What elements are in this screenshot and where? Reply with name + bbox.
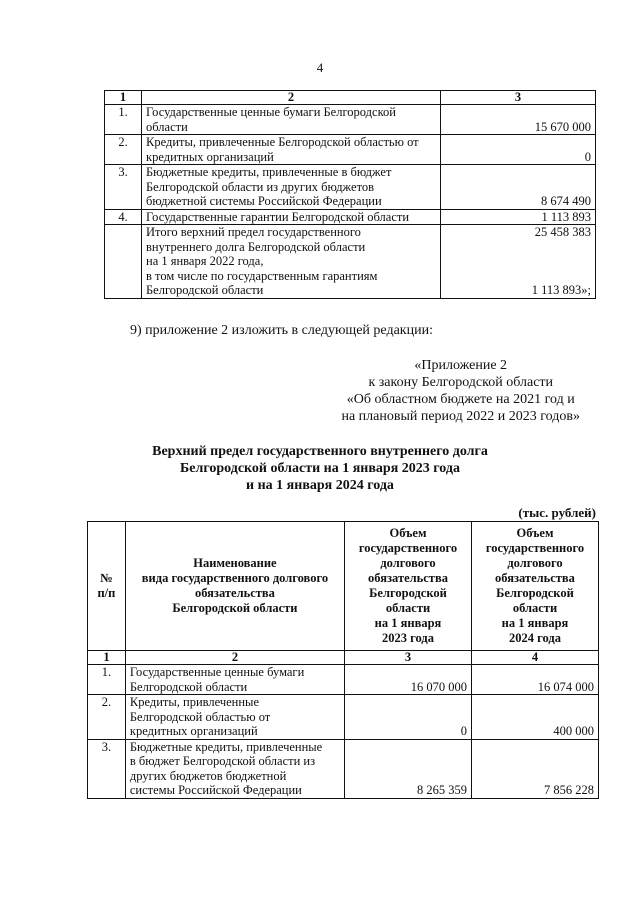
debt-limit-table-2023-2024 <box>87 521 599 799</box>
header-line: Объем <box>516 526 554 540</box>
units-label: (тыс. рублей) <box>518 505 596 520</box>
row-name-line: области <box>146 119 188 134</box>
header-line: обязательства <box>194 586 275 600</box>
table-row <box>105 135 596 165</box>
amendment-text: 9) приложение 2 изложить в следующей редакции: <box>130 323 433 338</box>
header-num <box>88 522 126 651</box>
header-volume-2023 <box>345 522 472 651</box>
header-line: п/п <box>97 586 116 600</box>
row-name-line: Белгородской области из других бюджетов <box>146 179 375 194</box>
row-name <box>142 165 441 210</box>
index-cell: 2 <box>125 651 344 665</box>
appendix-line: на плановый период 2022 и 2023 годов» <box>341 409 580 424</box>
row-name-line: Бюджетные кредиты, привлеченные в бюджет <box>146 165 392 179</box>
header-line: Белгородской области <box>172 601 298 615</box>
total-name <box>142 225 441 299</box>
header-line: долгового <box>507 556 563 570</box>
total-line: в том числе по государственным гарантиям <box>146 268 378 283</box>
row-name-line: бюджетной системы Российской Федерации <box>146 194 382 208</box>
row-name-line: других бюджетов бюджетной <box>129 768 287 783</box>
row-number: 2. <box>88 695 126 740</box>
header-line: вида государственного долгового <box>141 571 329 585</box>
row-value-2024: 7 856 228 <box>471 739 598 798</box>
table-row <box>88 665 599 695</box>
row-number: 2. <box>105 135 142 165</box>
row-name-line: Государственные ценные бумаги <box>129 665 305 679</box>
table-row <box>105 209 596 225</box>
row-value: 0 <box>441 135 596 165</box>
title-line: Верхний предел государственного внутреннего долга <box>152 444 488 459</box>
row-name <box>125 665 344 695</box>
appendix-line: к закону Белгородской области <box>368 375 554 390</box>
header-line: 2024 года <box>509 631 561 645</box>
total-value <box>441 225 596 299</box>
row-number: 1. <box>88 665 126 695</box>
table-header-row <box>105 91 596 105</box>
row-name-line: Белгородской областью от <box>129 709 271 724</box>
row-name-line: Государственные гарантии Белгородской области <box>146 209 410 224</box>
column-index-row <box>88 651 599 665</box>
row-name-line: системы Российской Федерации <box>129 783 302 797</box>
header-line: области <box>385 601 431 615</box>
row-value: 8 674 490 <box>441 165 596 210</box>
row-name <box>125 695 344 740</box>
row-number: 3. <box>88 739 126 798</box>
debt-limit-table-2022 <box>104 90 596 299</box>
row-value-2023: 0 <box>345 695 472 740</box>
header-line: на 1 января <box>374 616 442 630</box>
header-line: обязательства <box>495 571 575 585</box>
row-number: 1. <box>105 105 142 135</box>
row-name-line: в бюджет Белгородской области из <box>129 754 316 768</box>
row-number: 3. <box>105 165 142 210</box>
header-cell: 3 <box>441 91 596 105</box>
row-value: 15 670 000 <box>441 105 596 135</box>
page-number: 4 <box>316 60 324 75</box>
total-line: Итого верхний предел государственного <box>146 225 361 239</box>
total-value-top: 25 458 383 <box>534 225 591 239</box>
row-name-line: Государственные ценные бумаги Белгородской <box>146 105 396 119</box>
header-line: на 1 января <box>501 616 569 630</box>
row-value-2023: 8 265 359 <box>345 739 472 798</box>
header-line: 2023 года <box>382 631 434 645</box>
row-name-line: Кредиты, привлеченные Белгородской областью от <box>146 135 419 149</box>
row-number <box>105 225 142 299</box>
index-cell: 4 <box>471 651 598 665</box>
appendix-line: «Об областном бюджете на 2021 год и <box>346 392 575 407</box>
row-value-2023: 16 070 000 <box>345 665 472 695</box>
header-name <box>125 522 344 651</box>
total-line: Белгородской области <box>146 283 264 297</box>
total-value-guarantees: 1 113 893»; <box>531 282 591 297</box>
header-line: государственного <box>358 541 458 555</box>
header-line: Белгородской <box>369 586 447 600</box>
total-line: на 1 января 2022 года, <box>146 254 264 268</box>
row-name <box>142 135 441 165</box>
header-line: Белгородской <box>496 586 574 600</box>
header-line: № <box>100 571 113 585</box>
row-name-line: кредитных организаций <box>146 149 274 164</box>
index-cell: 3 <box>345 651 472 665</box>
table-row <box>105 105 596 135</box>
row-name <box>125 739 344 798</box>
header-line: области <box>512 601 558 615</box>
table-row <box>105 165 596 210</box>
row-number: 4. <box>105 209 142 225</box>
appendix-line: «Приложение 2 <box>414 358 508 373</box>
total-row <box>105 225 596 299</box>
header-volume-2024 <box>471 522 598 651</box>
row-name-line: Бюджетные кредиты, привлеченные <box>129 739 323 754</box>
row-name-line: кредитных организаций <box>129 724 258 738</box>
row-name <box>142 105 441 135</box>
table-header-row <box>88 522 599 651</box>
row-value-2024: 16 074 000 <box>471 665 598 695</box>
appendix-reference <box>341 357 580 425</box>
row-name <box>142 209 441 225</box>
header-line: Объем <box>389 526 427 540</box>
total-line: внутреннего долга Белгородской области <box>146 239 366 254</box>
header-cell: 1 <box>105 91 142 105</box>
table-row <box>88 739 599 798</box>
row-value-2024: 400 000 <box>471 695 598 740</box>
table-row <box>88 695 599 740</box>
header-line: долгового <box>380 556 436 570</box>
header-line: Наименование <box>193 556 277 570</box>
title-line: и на 1 января 2024 года <box>246 478 394 493</box>
section-title <box>0 443 640 494</box>
row-name-line: Кредиты, привлеченные <box>129 695 260 709</box>
header-cell: 2 <box>142 91 441 105</box>
title-line: Белгородской области на 1 января 2023 года <box>180 461 460 476</box>
header-line: государственного <box>485 541 585 555</box>
row-name-line: Белгородской области <box>129 679 248 694</box>
index-cell: 1 <box>88 651 126 665</box>
row-value: 1 113 893 <box>441 209 596 225</box>
header-line: обязательства <box>368 571 448 585</box>
